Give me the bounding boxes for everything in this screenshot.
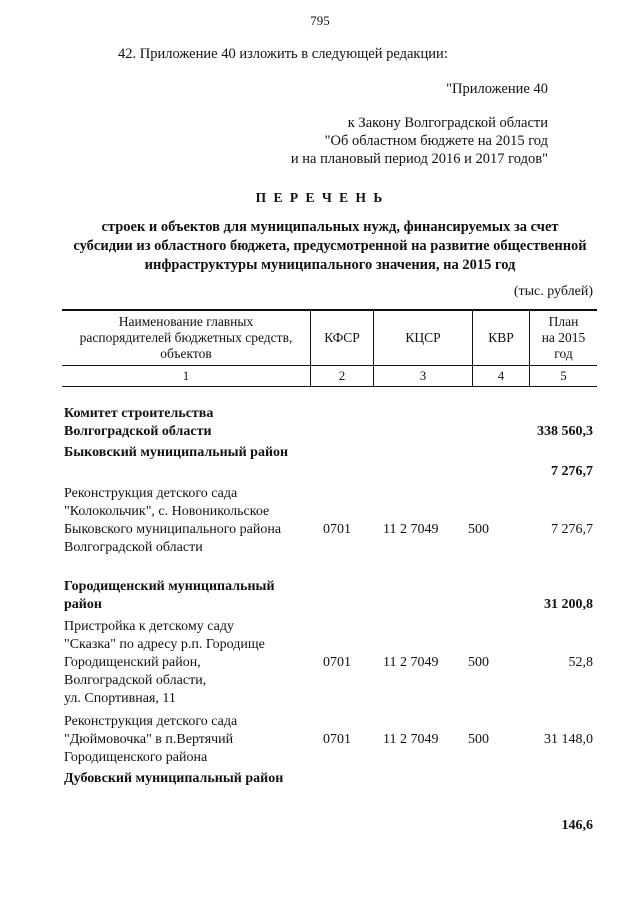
object-kfsr: 0701 [323,732,351,747]
header-plan-line: План [548,314,579,329]
subtitle-line: субсидии из областного бюджета, предусмотренной на развитие общественной [73,238,587,254]
table-header [62,309,597,387]
object-kvr: 500 [468,522,489,537]
object-name-line: "Дюймовочка" в п.Вертячий [64,732,234,747]
object-kcsr: 11 2 7049 [383,655,439,670]
subtitle-line: инфраструктуры муниципального значения, на 2015 год [144,257,516,273]
header-row [62,310,597,366]
object-name-line: ул. Спортивная, 11 [64,691,176,706]
district-name: Быковский муниципальный район [64,445,289,460]
appendix-line: к Закону Волгоградской области [347,115,548,131]
appendix-line: "Приложение 40 [446,81,548,97]
header-kfsr: КФСР [311,310,374,366]
appendix-line: "Об областном бюджете на 2015 год [324,133,548,149]
header-name-line: объектов [160,346,212,361]
document-title: П Е Р Е Ч Е Н Ь [255,190,385,205]
units-label: (тыс. рублей) [513,284,593,299]
object-name-line: Реконструкция детского сада [64,714,238,729]
object-plan: 52,8 [568,655,593,670]
page-number: 795 [310,13,330,28]
object-name-line: Волгоградской области, [64,673,207,688]
object-name-line: "Колокольчик", с. Новоникольское [64,504,270,519]
object-plan: 7 276,7 [551,522,593,537]
district-name-line: район [64,597,102,612]
object-kcsr: 11 2 7049 [383,732,439,747]
object-name-line: Быковского муниципального района [64,522,282,537]
object-kvr: 500 [468,655,489,670]
object-kvr: 500 [468,732,489,747]
column-number: 5 [530,366,598,387]
column-number: 1 [62,366,311,387]
column-number-row [62,366,597,387]
column-number: 4 [473,366,530,387]
object-kfsr: 0701 [323,522,351,537]
document-subtitle [60,218,600,275]
header-plan [530,310,598,366]
appendix-line: и на плановый период 2016 и 2017 годов" [290,151,548,167]
appendix-header [291,80,548,168]
object-plan: 31 148,0 [544,732,593,747]
district-total: 146,6 [561,818,593,833]
header-kvr: КВР [473,310,530,366]
committee-name-line: Комитет строительства [64,406,214,421]
object-kfsr: 0701 [323,655,351,670]
object-name-line: "Сказка" по адресу р.п. Городище [64,637,265,652]
header-name-line: распорядителей бюджетных средств, [79,330,293,345]
committee-name-line: Волгоградской области [64,424,212,439]
amendment-intro: 42. Приложение 40 изложить в следующей редакции: [118,46,448,62]
header-name-line: Наименование главных [118,314,254,329]
object-name-line: Пристройка к детскому саду [64,619,234,634]
committee-total: 338 560,3 [537,424,593,439]
subtitle-line: строек и объектов для муниципальных нужд, финансируемых за счет [101,219,559,235]
header-plan-line: на 2015 год [541,330,586,361]
district-name: Дубовский муниципальный район [64,771,284,786]
object-name-line: Волгоградской области [64,540,203,555]
district-name-line: Городищенский муниципальный [64,579,275,594]
object-name-line: Реконструкция детского сада [64,486,238,501]
column-number: 2 [311,366,374,387]
district-total: 31 200,8 [544,597,593,612]
object-name-line: Городищенский район, [64,655,201,670]
column-number: 3 [374,366,473,387]
district-total: 7 276,7 [551,464,593,479]
header-name [62,310,311,366]
header-kcsr: КЦСР [374,310,473,366]
object-kcsr: 11 2 7049 [383,522,439,537]
object-name-line: Городищенского района [64,750,208,765]
